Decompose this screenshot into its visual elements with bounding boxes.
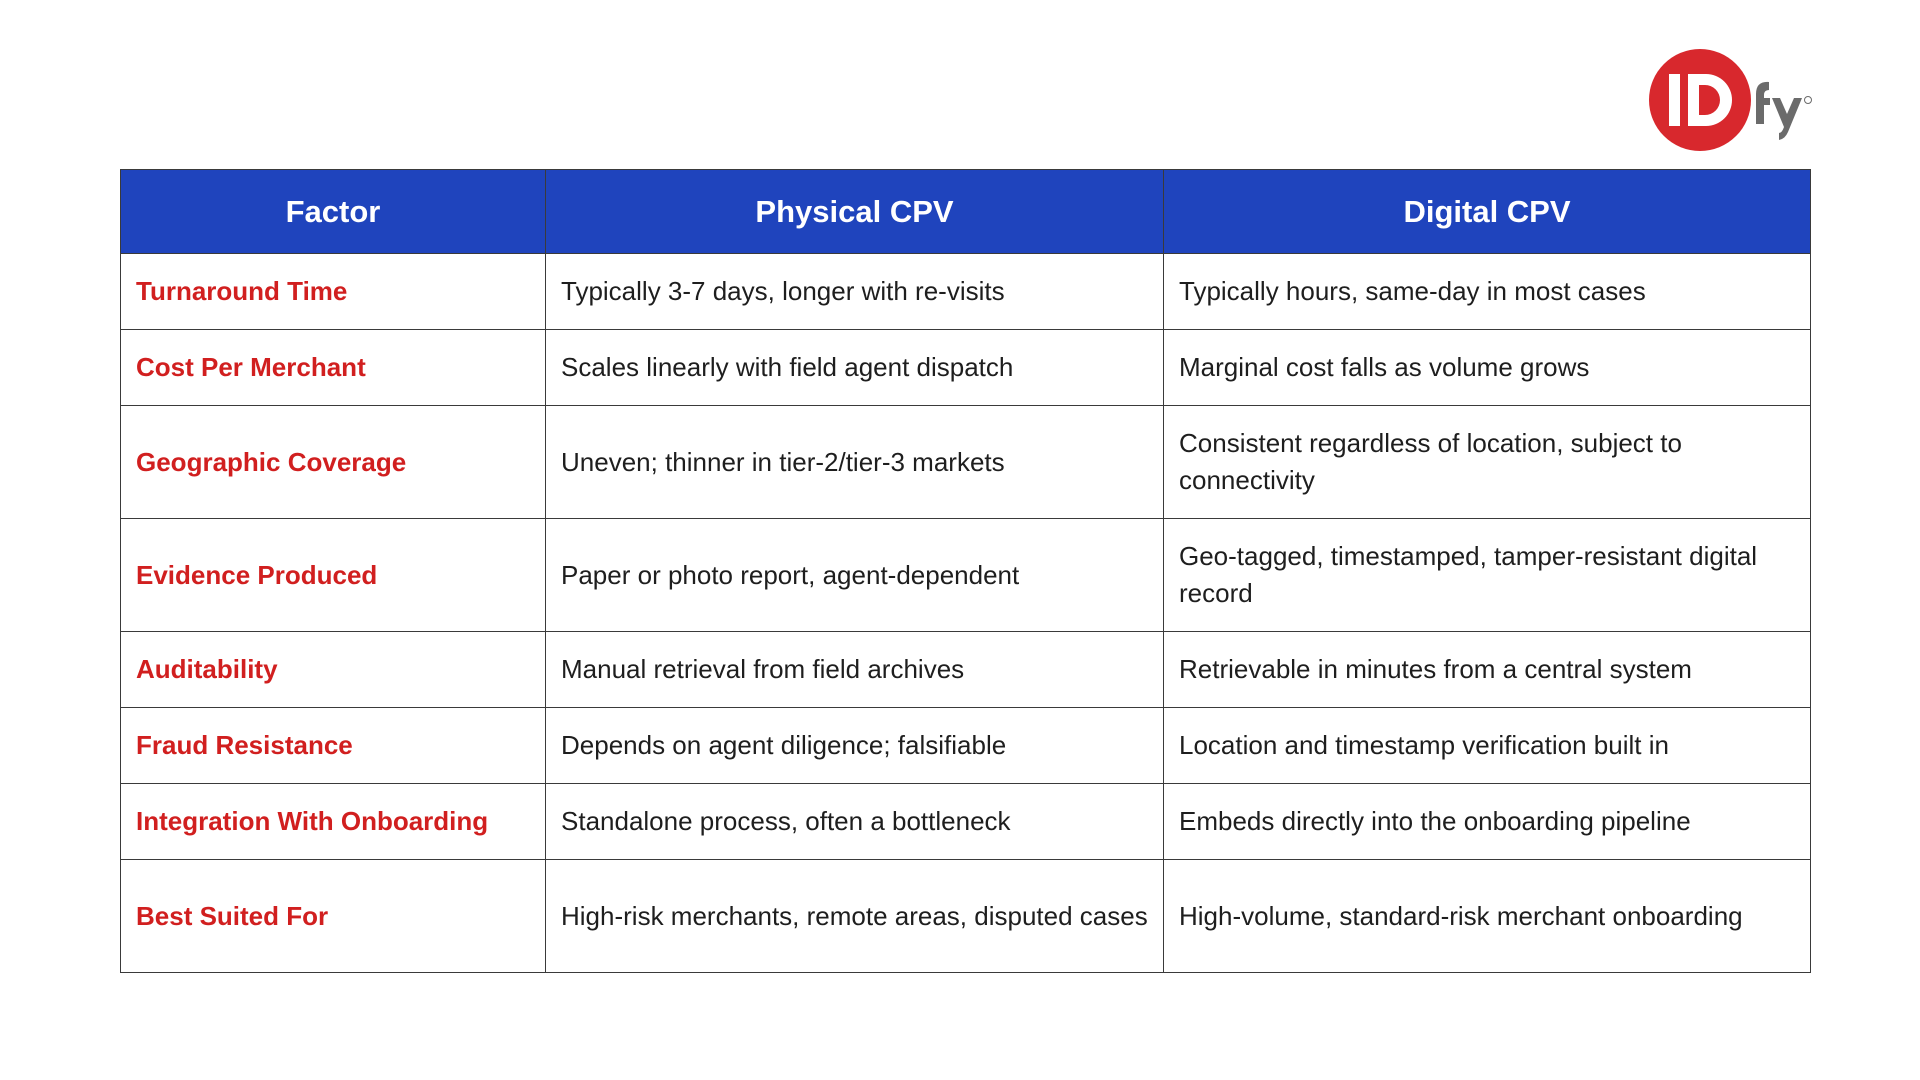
physical-cell: Paper or photo report, agent-dependent <box>546 519 1164 632</box>
header-digital-cpv: Digital CPV <box>1164 170 1811 254</box>
header-factor: Factor <box>121 170 546 254</box>
physical-cell: Standalone process, often a bottleneck <box>546 784 1164 860</box>
factor-cell: Cost Per Merchant <box>121 330 546 406</box>
comparison-table <box>120 169 1811 973</box>
factor-cell: Turnaround Time <box>121 254 546 330</box>
factor-cell: Evidence Produced <box>121 519 546 632</box>
table-row <box>121 860 1811 973</box>
physical-cell: Scales linearly with field agent dispatch <box>546 330 1164 406</box>
factor-cell: Auditability <box>121 632 546 708</box>
digital-cell: Retrievable in minutes from a central system <box>1164 632 1811 708</box>
idfy-logo-icon <box>1648 48 1818 158</box>
digital-cell: Marginal cost falls as volume grows <box>1164 330 1811 406</box>
table-header-row <box>121 170 1811 254</box>
factor-cell: Best Suited For <box>121 860 546 973</box>
idfy-logo <box>1648 48 1818 158</box>
table-row <box>121 519 1811 632</box>
digital-cell: Location and timestamp verification built in <box>1164 708 1811 784</box>
digital-cell: Typically hours, same-day in most cases <box>1164 254 1811 330</box>
factor-cell: Integration With Onboarding <box>121 784 546 860</box>
physical-cell: Depends on agent diligence; falsifiable <box>546 708 1164 784</box>
digital-cell: Consistent regardless of location, subject to connectivity <box>1164 406 1811 519</box>
table-row <box>121 406 1811 519</box>
table-row <box>121 254 1811 330</box>
comparison-table-container <box>120 169 1810 973</box>
physical-cell: High-risk merchants, remote areas, disputed cases <box>546 860 1164 973</box>
physical-cell: Manual retrieval from field archives <box>546 632 1164 708</box>
digital-cell: High-volume, standard-risk merchant onboarding <box>1164 860 1811 973</box>
table-row <box>121 708 1811 784</box>
digital-cell: Embeds directly into the onboarding pipeline <box>1164 784 1811 860</box>
factor-cell: Fraud Resistance <box>121 708 546 784</box>
factor-cell: Geographic Coverage <box>121 406 546 519</box>
table-row <box>121 632 1811 708</box>
table-row <box>121 330 1811 406</box>
physical-cell: Typically 3-7 days, longer with re-visits <box>546 254 1164 330</box>
header-physical-cpv: Physical CPV <box>546 170 1164 254</box>
physical-cell: Uneven; thinner in tier-2/tier-3 markets <box>546 406 1164 519</box>
digital-cell: Geo-tagged, timestamped, tamper-resistant digital record <box>1164 519 1811 632</box>
table-row <box>121 784 1811 860</box>
